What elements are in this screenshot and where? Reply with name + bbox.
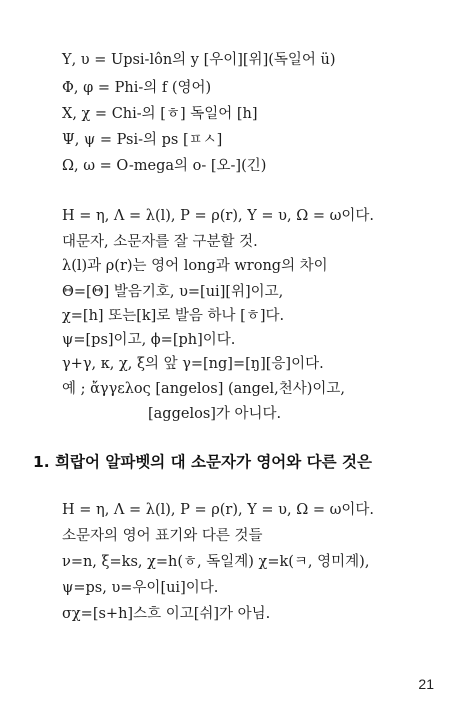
letter-psi-line: Ψ, ψ = Psi-의 ps [ㅍㅅ]	[62, 132, 223, 148]
section-heading: 1. 희랍어 알파벳의 대 소문자가 영어와 다른 것은	[33, 453, 372, 471]
page-number: 21	[418, 676, 434, 692]
note-line-6: ψ=[ps]이고, ϕ=[ph]이다.	[62, 332, 236, 348]
diff-line-3: ν=n, ξ=ks, χ=h(ㅎ, 독일계) χ=k(ㅋ, 영미계),	[62, 554, 370, 570]
note-line-5: χ=[h] 또는[k]로 발음 하나 [ㅎ]다.	[62, 308, 285, 324]
diff-line-5: σχ=[s+h]스흐 이고[쉬]가 아님.	[62, 606, 271, 622]
letter-chi-line: Χ, χ = Chi-의 [ㅎ] 독일어 [h]	[62, 106, 258, 122]
diff-line-2: 소문자의 영어 표기와 다른 것들	[62, 528, 263, 544]
diff-line-1: Η = η, Λ = λ(l), Ρ = ρ(r), Υ = υ, Ω = ω이다.	[62, 502, 375, 518]
letter-upsilon-line: Υ, υ = Upsi-lôn의 y [우이][위](독일어 ü)	[62, 52, 336, 68]
note-line-2: 대문자, 소문자를 잘 구분할 것.	[62, 234, 258, 250]
note-line-1: Η = η, Λ = λ(l), Ρ = ρ(r), Υ = υ, Ω = ω이다.	[62, 208, 375, 224]
note-line-8: 예 ; ἄγγελος [angelos] (angel,천사)이고,	[62, 381, 346, 397]
note-line-3: λ(l)과 ρ(r)는 영어 long과 wrong의 차이	[62, 258, 328, 274]
note-line-7: γ+γ, κ, χ, ξ의 앞 γ=[ng]=[ŋ][응]이다.	[62, 356, 324, 372]
note-line-4: Θ=[Θ] 발음기호, υ=[ui][위]이고,	[62, 284, 284, 300]
letter-omega-line: Ω, ω = O-mega의 o- [오-](긴)	[62, 158, 267, 174]
note-line-9: [aggelos]가 아니다.	[148, 406, 282, 422]
letter-phi-line: Φ, φ = Phi-의 f (영어)	[62, 80, 212, 96]
diff-line-4: ψ=ps, υ=우이[ui]이다.	[62, 580, 219, 596]
